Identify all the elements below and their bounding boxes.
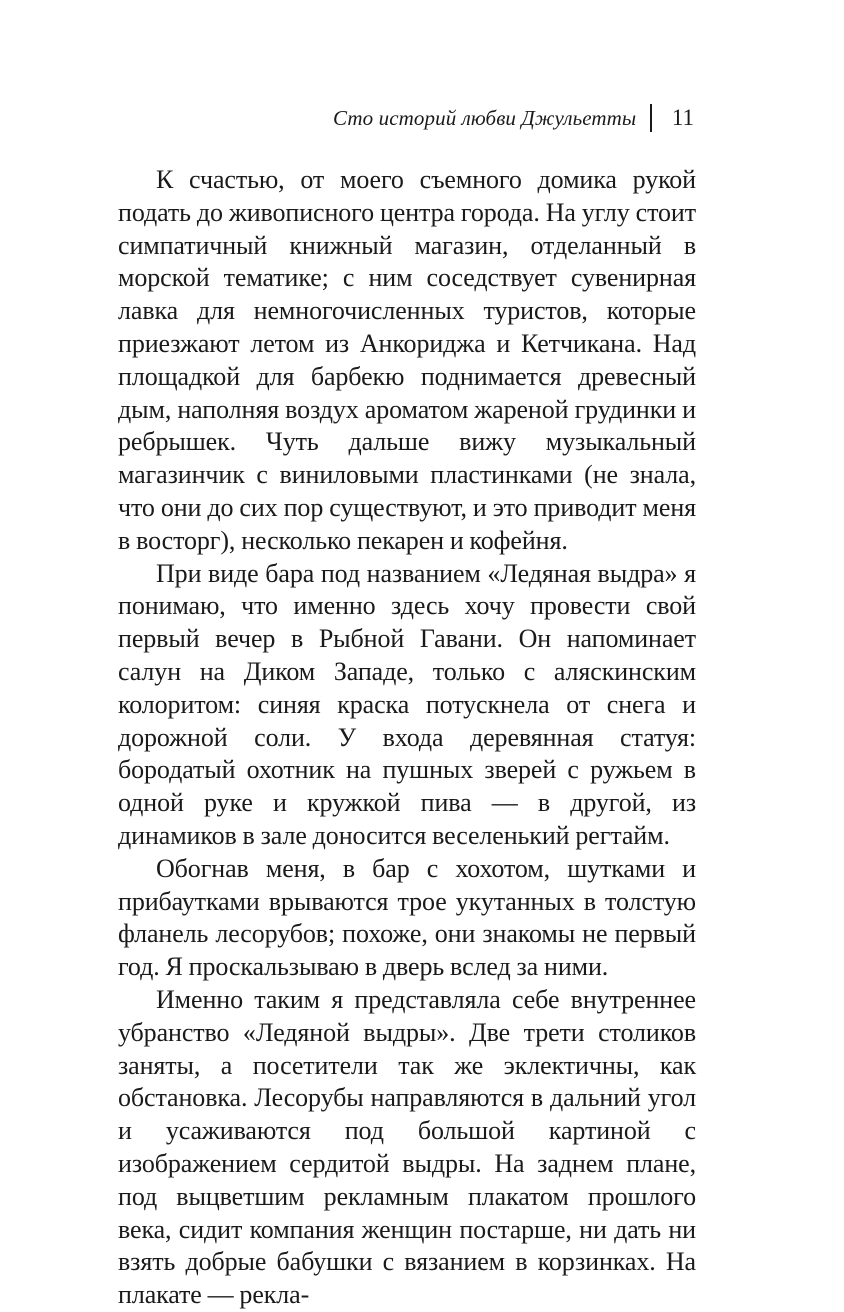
- paragraph: Обогнав меня, в бар с хохотом, шутками и прибаутками врываются трое укутанных в толстую фланель лесорубов; похоже, они знакомы не первый год. Я проскальзываю в дверь вслед за ними.: [118, 853, 696, 982]
- paragraph: К счастью, от моего съемного домика рукой подать до живописного центра города. На углу стоит симпатичный книжный магазин, отделанный в морской тематике; с ним соседствует сувенирная лавка для немногочисленных туристов, которые приезжают летом из Анкориджа и Кетчикана. Над площадкой для барбекю поднимается древесный дым, наполняя воздух ароматом жареной грудинки и ребрышек. Чуть дальше вижу музыкальный магазинчик с виниловыми пластинками (не знала, что они до сих пор существуют, и это приводит меня в восторг), несколько пекарен и кофейня.: [118, 165, 696, 555]
- page-number: 11: [671, 105, 694, 130]
- paragraph: Именно таким я представляла себе внутреннее убранство «Ледяной выдры». Две трети столиков заняты, а посетители так же эклектичны, как обстановка. Лесорубы направляются в дальний угол и усаживаются под большой картиной с изображением сердитой выдры. На заднем плане, под выцветшим рекламным плакатом прошлого века, сидит компания женщин постарше, ни дать ни взять добрые бабушки с вязанием в корзинках. На плакате — рекла-: [118, 984, 696, 1310]
- running-header-title: Сто историй любви Джульетты: [333, 105, 637, 130]
- header-divider: [650, 104, 652, 132]
- paragraph: При виде бара под названием «Ледяная выдра» я понимаю, что именно здесь хочу провести свой первый вечер в Рыбной Гавани. Он напоминает салун на Диком Западе, только с аляскинским колоритом: синяя краска потускнела от снега и дорожной соли. У входа деревянная статуя: бородатый охотник на пушных зверей с ружьем в одной руке и кружкой пива — в другой, из динамиков в зале доносится веселенький регтайм.: [118, 558, 696, 850]
- running-header: [118, 98, 696, 138]
- body-text: [118, 164, 696, 1312]
